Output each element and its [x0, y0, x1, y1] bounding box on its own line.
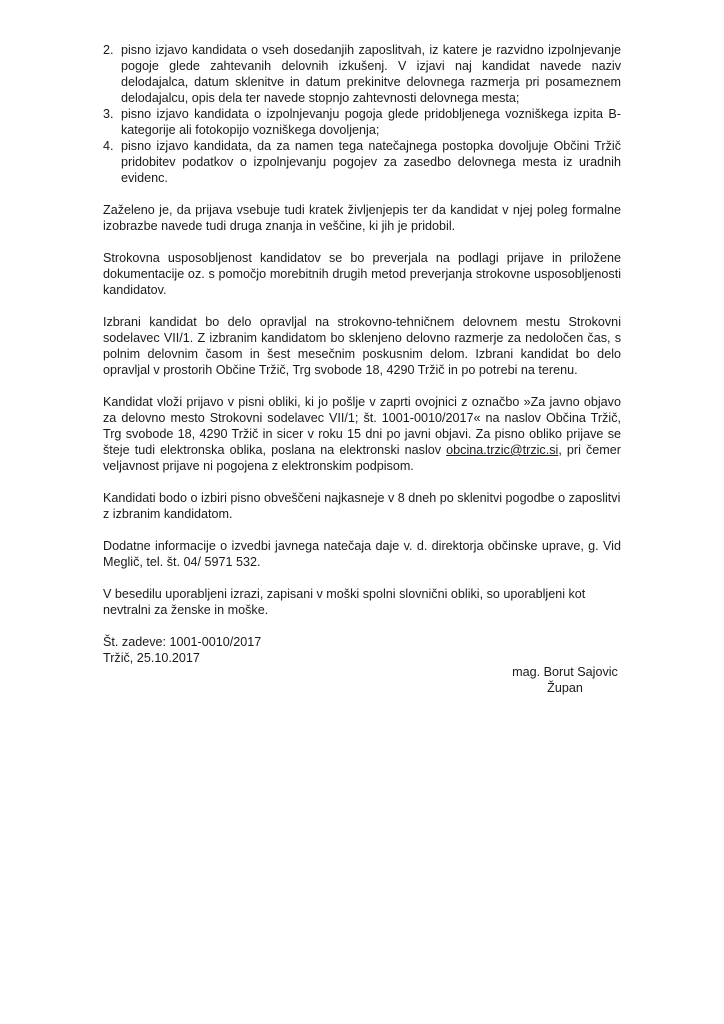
list-item-number: 4. — [103, 139, 114, 153]
list-item-text: pisno izjavo kandidata o izpolnjevanju pogoja glede pridobljenega vozniškega izpita B-kategorije ali fotokopijo vozniškega dovoljenja; — [121, 107, 621, 137]
list-item — [103, 42, 621, 106]
list-item-text: pisno izjavo kandidata o vseh dosedanjih zaposlitvah, iz katere je razvidno izpolnjevanje pogoje glede zahtevanih delovnih izkušenj. V izjavi naj kandidat navede naziv delodajalca, datum sklenitve in datum prekinitve delovnega razmerja pri posameznem delodajalcu, opis dela ter navede stopnjo zahtevnosti delovnega mesta; — [121, 43, 621, 105]
submission-text-end: , pri čemer veljavnost prijave ni pogojena z elektronskim podpisom. — [103, 443, 621, 473]
signature-block — [500, 664, 630, 696]
place-date: Tržič, 25.10.2017 — [103, 651, 200, 665]
submission-text: Kandidat vloži prijavo v pisni obliki, ki jo pošlje v zaprti ovojnici z označbo »Za javno objavo za delovno mesto Strokovni sodelavec VII/1; št. 1001-0010/2017« na naslov Občina Tržič, Trg svobode 18, 4290 Tržič in sicer v roku 15 dni po javni objavi. Za pisno obliko prijave se šteje tudi elektronska oblika, poslana na elektronski naslov — [103, 395, 621, 457]
signatory-name: mag. Borut Sajovic — [512, 665, 618, 679]
paragraph-qualification-check: Strokovna usposobljenost kandidatov se bo preverjala na podlagi prijave in priložene dokumentacije oz. s pomočjo morebitnih drugih metod preverjanja strokovne usposobljenosti kandidatov. — [103, 251, 621, 297]
requirements-list — [103, 42, 621, 186]
signatory-title: Župan — [547, 681, 583, 695]
list-item-number: 2. — [103, 43, 114, 57]
email-link[interactable]: obcina.trzic@trzic.si — [446, 443, 559, 457]
paragraph-contact-info: Dodatne informacije o izvedbi javnega natečaja daje v. d. direktorja občinske uprave, g. Vid Meglič, tel. št. 04/ 5971 532. — [103, 539, 621, 569]
paragraph-position-details: Izbrani kandidat bo delo opravljal na strokovno-tehničnem delovnem mestu Strokovni sodelavec VII/1. Z izbranim kandidatom bo sklenjeno delovno razmerje za nedoločen čas, s polnim delovnim časom in šest mesečnim poskusnim delom. Izbrani kandidat bo delo opravljal v prostorih Občine Tržič, Trg svobode 18, 4290 Tržič in po potrebi na terenu. — [103, 315, 621, 377]
list-item — [103, 106, 621, 138]
document-meta — [103, 634, 621, 666]
paragraph-notification: Kandidati bodo o izbiri pisno obveščeni najkasneje v 8 dneh po sklenitvi pogodbe o zaposlitvi z izbranim kandidatom. — [103, 491, 621, 521]
case-number: Št. zadeve: 1001-0010/2017 — [103, 635, 262, 649]
list-item-text: pisno izjavo kandidata, da za namen tega natečajnega postopka dovoljuje Občini Tržič pridobitev podatkov o izpolnjevanju pogojev za zasedbo delovnega mesta iz uradnih evidenc. — [121, 139, 621, 185]
paragraph-cv-recommendation: Zaželeno je, da prijava vsebuje tudi kratek življenjepis ter da kandidat v njej poleg formalne izobrazbe navede tudi druga znanja in veščine, ki jih je pridobil. — [103, 203, 621, 233]
list-item-number: 3. — [103, 107, 114, 121]
paragraph-gender-neutral-terms: V besedilu uporabljeni izrazi, zapisani v moški spolni slovnični obliki, so uporabljeni kot nevtralni za ženske in moške. — [103, 587, 586, 617]
paragraph-application-submission — [103, 394, 621, 474]
document-body — [103, 42, 621, 666]
list-item — [103, 138, 621, 186]
